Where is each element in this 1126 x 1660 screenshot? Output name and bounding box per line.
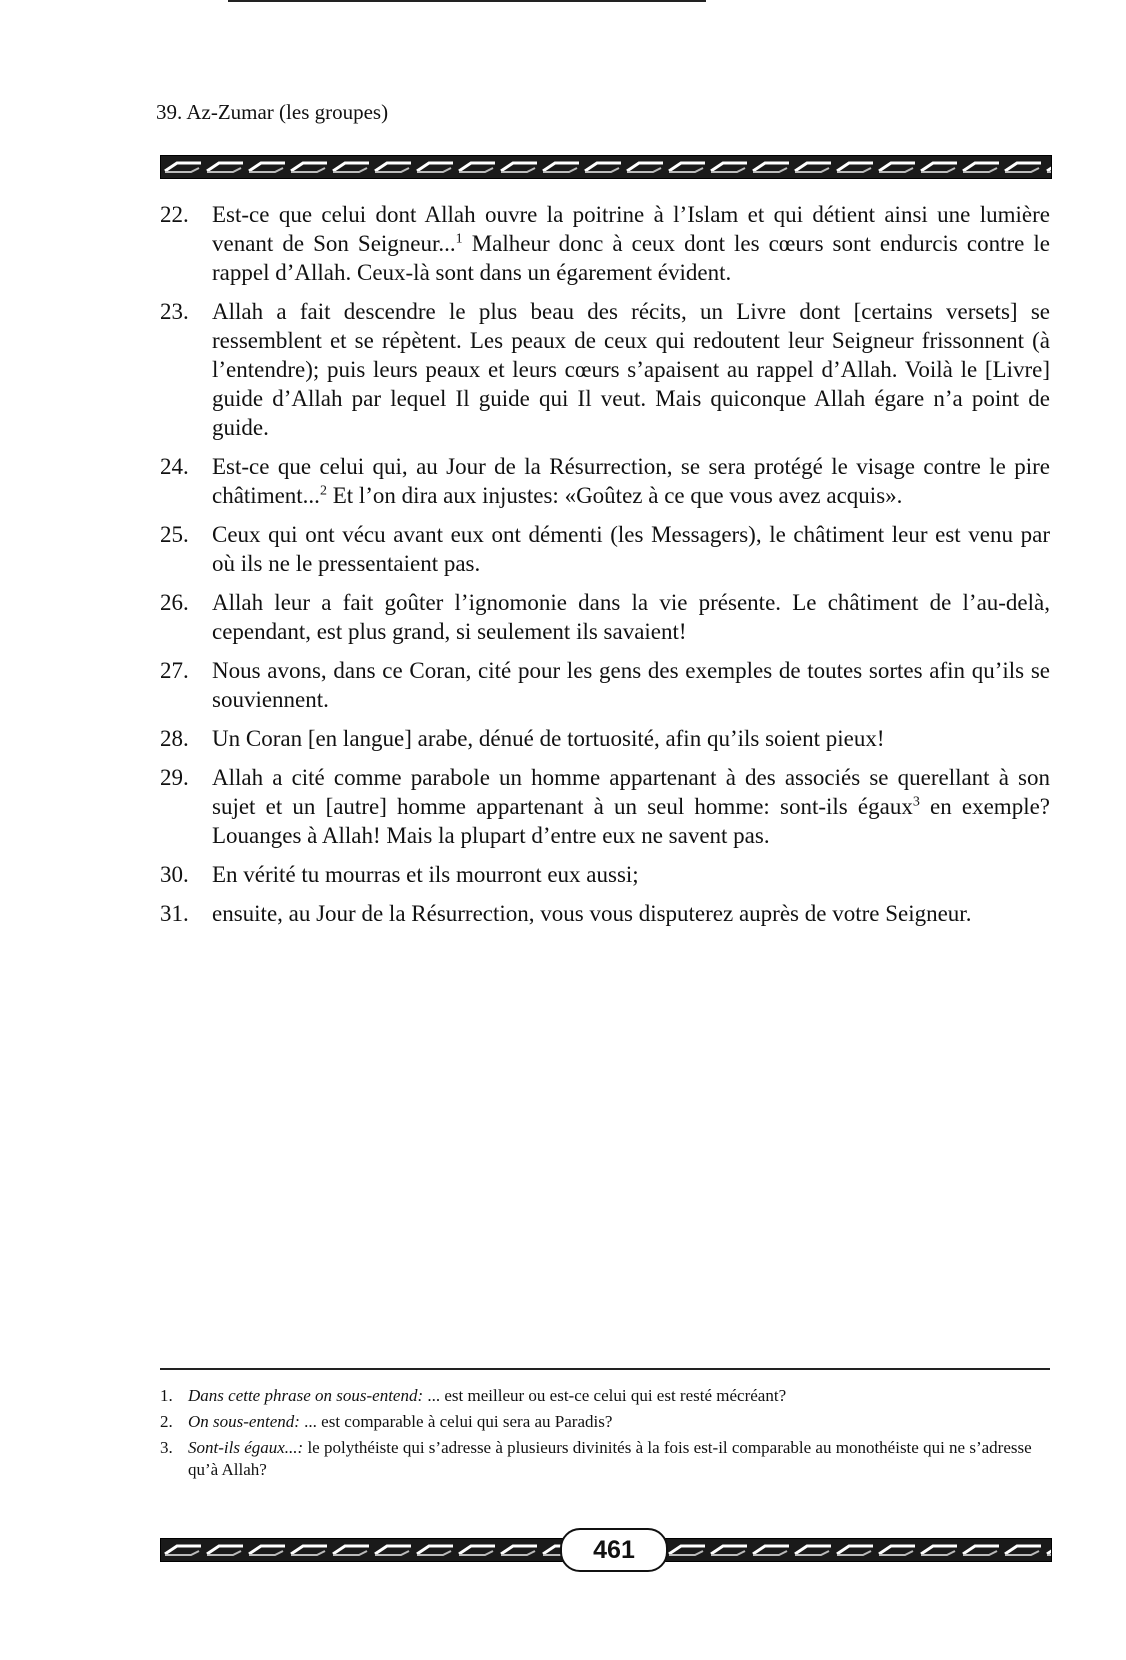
verse xyxy=(160,860,1050,889)
verse xyxy=(160,763,1050,850)
verse-text: Allah leur a fait goûter l’ignomonie dans la vie présente. Le châtiment de l’au-delà, cependant, est plus grand, si seulement ils savaient! xyxy=(212,590,1050,644)
footnote-italic: Sont-ils égaux...: xyxy=(188,1438,304,1457)
verse xyxy=(160,724,1050,753)
verse-text: Est-ce que celui qui, au Jour de la Résurrection, se sera protégé le visage contre le pire châtiment...$^2$ Et l’on dira aux injustes: «Goûtez à ce que vous avez acquis». xyxy=(212,454,1050,508)
verse xyxy=(160,520,1050,578)
footnote xyxy=(160,1437,1050,1481)
footnote xyxy=(160,1411,1050,1433)
footnote-rule xyxy=(160,1368,1050,1370)
verse xyxy=(160,656,1050,714)
footnote-number: 3. xyxy=(160,1438,173,1457)
verse xyxy=(160,452,1050,510)
verse-text: Un Coran [en langue] arabe, dénué de tortuosité, afin qu’ils soient pieux! xyxy=(212,726,885,751)
footnote-italic: Dans cette phrase on sous-entend: xyxy=(188,1386,424,1405)
verse-number: 26. xyxy=(160,590,189,615)
verse-number: 23. xyxy=(160,299,189,324)
verse xyxy=(160,200,1050,287)
footnote-text: Sont-ils égaux...: le polythéiste qui s’adresse à plusieurs divinités à la fois est-il comparable au monothéiste qui ne s’adresse qu’à Allah? xyxy=(188,1438,1032,1479)
verse-number: 28. xyxy=(160,726,189,751)
verse-text: ensuite, au Jour de la Résurrection, vous vous disputerez auprès de votre Seigneur. xyxy=(212,901,972,926)
sura-header: 39. Az-Zumar (les groupes) xyxy=(156,100,389,124)
footnote-ref: 1 xyxy=(455,231,463,247)
verse-list xyxy=(160,200,1050,938)
footnote-italic: On sous-entend: xyxy=(188,1412,300,1431)
top-rule xyxy=(228,0,706,2)
verse-text: Allah a cité comme parabole un homme appartenant à des associés se querellant à son sujet et un [autre] homme appartenant à un seul homme: sont-ils égaux$^3$ en exemple? Louanges à Allah! Mais la plupart d’entre eux ne savent pas. xyxy=(212,765,1051,848)
footnote-number: 1. xyxy=(160,1386,173,1405)
verse-text: Nous avons, dans ce Coran, cité pour les gens des exemples de toutes sortes afin qu’ils se souviennent. xyxy=(212,658,1050,712)
verse-number: 27. xyxy=(160,658,189,683)
footnote-ref: 3 xyxy=(912,794,920,810)
ornament-band-top xyxy=(160,155,1052,179)
verse-number: 30. xyxy=(160,862,189,887)
verse-text: Allah a fait descendre le plus beau des récits, un Livre dont [certains versets] se ressemblent et se répètent. Les peaux de ceux qui redoutent leur Seigneur frissonnent (à l’entendre); puis leurs peaux et leurs cœurs s’apaisent au rappel d’Allah. Voilà le [Livre] guide d’Allah par lequel Il guide qui Il veut. Mais quiconque Allah égare n’a point de guide. xyxy=(212,299,1050,440)
verse-text: Ceux qui ont vécu avant eux ont démenti (les Messagers), le châtiment leur est venu par où ils ne le pressentaient pas. xyxy=(212,522,1050,576)
footnote xyxy=(160,1385,1050,1407)
verse-number: 29. xyxy=(160,765,189,790)
verse-text: En vérité tu mourras et ils mourront eux aussi; xyxy=(212,862,639,887)
verse-text: Est-ce que celui dont Allah ouvre la poitrine à l’Islam et qui détient ainsi une lumière venant de Son Seigneur...$^1$ Malheur donc à ceux dont les cœurs sont endurcis contre le rappel d’Allah. Ceux-là sont dans un égarement évident. xyxy=(212,202,1050,285)
page-number: 461 xyxy=(560,1528,668,1572)
footnote-number: 2. xyxy=(160,1412,173,1431)
verse-number: 24. xyxy=(160,454,189,479)
footnote-ref: 2 xyxy=(319,483,327,499)
footnote-text: On sous-entend: ... est comparable à celui qui sera au Paradis? xyxy=(188,1412,613,1431)
verse xyxy=(160,899,1050,928)
verse-number: 31. xyxy=(160,901,189,926)
verse-number: 25. xyxy=(160,522,189,547)
footnote-list xyxy=(160,1385,1050,1485)
verse xyxy=(160,588,1050,646)
footnote-text: Dans cette phrase on sous-entend: ... est meilleur ou est-ce celui qui est resté mécréant? xyxy=(188,1386,787,1405)
verse-number: 22. xyxy=(160,202,189,227)
chain-ornament-icon xyxy=(161,156,1051,178)
verse xyxy=(160,297,1050,442)
